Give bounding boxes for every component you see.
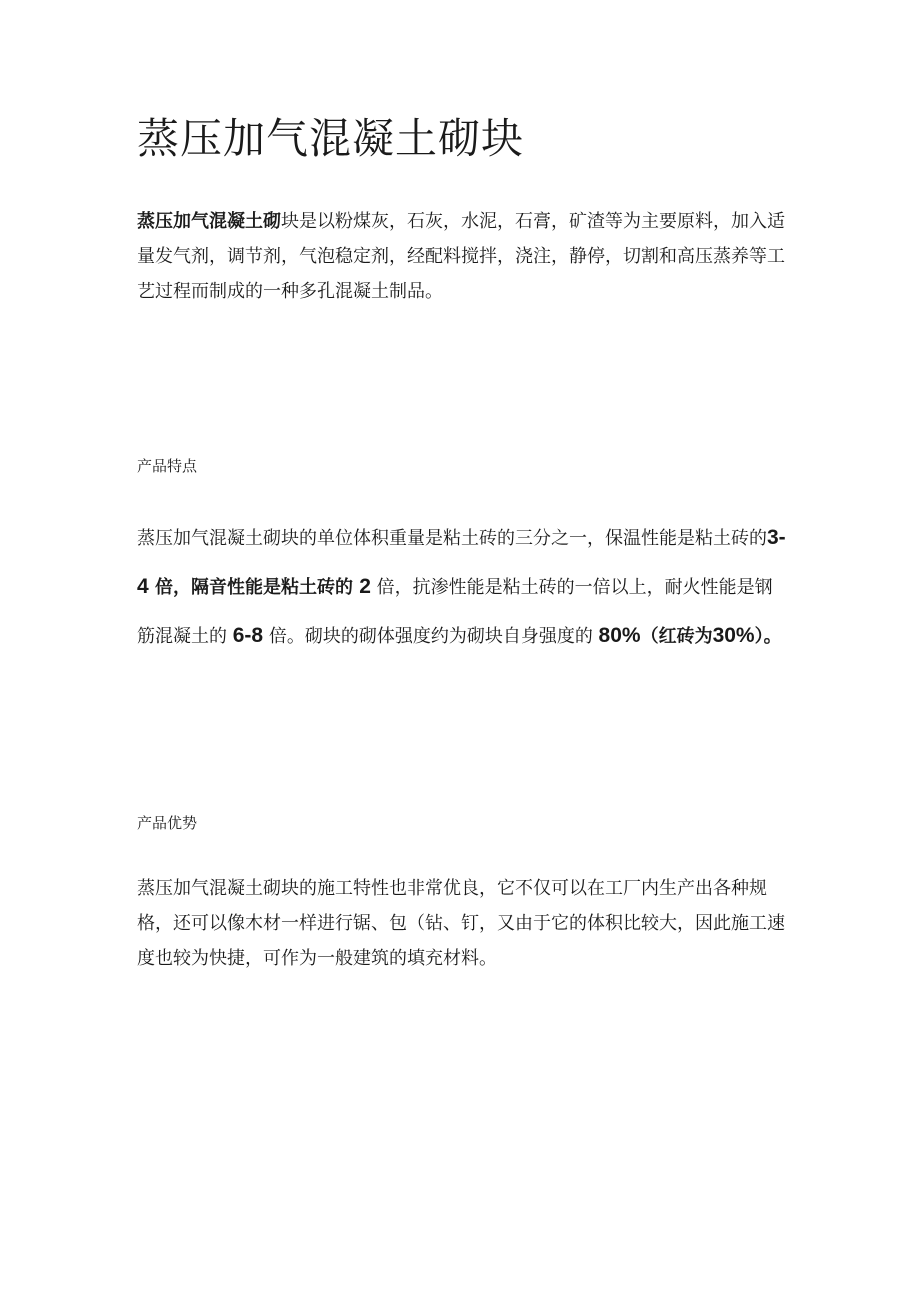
features-value-5: 30%	[712, 624, 755, 647]
intro-paragraph	[137, 204, 787, 309]
features-value-1: 3-4	[137, 526, 786, 598]
features-heading: 产品特点	[137, 457, 198, 475]
features-value-2: 2	[359, 575, 371, 598]
advantages-paragraph: 蒸压加气混凝土砌块的施工特性也非常优良，它不仅可以在工厂内生产出各种规格，还可以像木材一样进行锯、包（钻、钉，又由于它的体积比较大，因此施工速度也较为快捷，可作为一般建筑的填充材料。	[137, 878, 785, 969]
advantages-heading: 产品优势	[137, 814, 198, 832]
intro-text: 块是以粉煤灰，石灰，水泥，石膏，矿渣等为主要原料，加入适量发气剂，调节剂，气泡稳定剂，经配料搅拌，浇注，静停，切割和高压蒸养等工艺过程而制成的一种多孔混凝土制品。	[137, 211, 785, 302]
document-title: 蒸压加气混凝土砌块	[137, 114, 525, 163]
features-text-5: （红砖为	[640, 626, 713, 647]
features-value-4: 80%	[598, 624, 641, 647]
features-text-2: 倍，隔音性能是粘土砖的	[148, 577, 360, 598]
features-text-4: 倍。砌块的砌体强度约为砌块自身强度的	[263, 626, 599, 647]
features-text-6: ）。	[754, 626, 782, 647]
features-text-3: 倍，抗渗性能是粘土砖的一倍以上，耐火性能是钢筋混凝土的	[137, 577, 773, 647]
features-value-3: 6-8	[232, 624, 264, 647]
intro-term: 蒸压加气混凝土砌	[137, 211, 281, 232]
features-text-1: 蒸压加气混凝土砌块的单位体积重量是粘土砖的三分之一，保温性能是粘土砖的	[137, 528, 767, 549]
features-paragraph	[137, 514, 787, 661]
